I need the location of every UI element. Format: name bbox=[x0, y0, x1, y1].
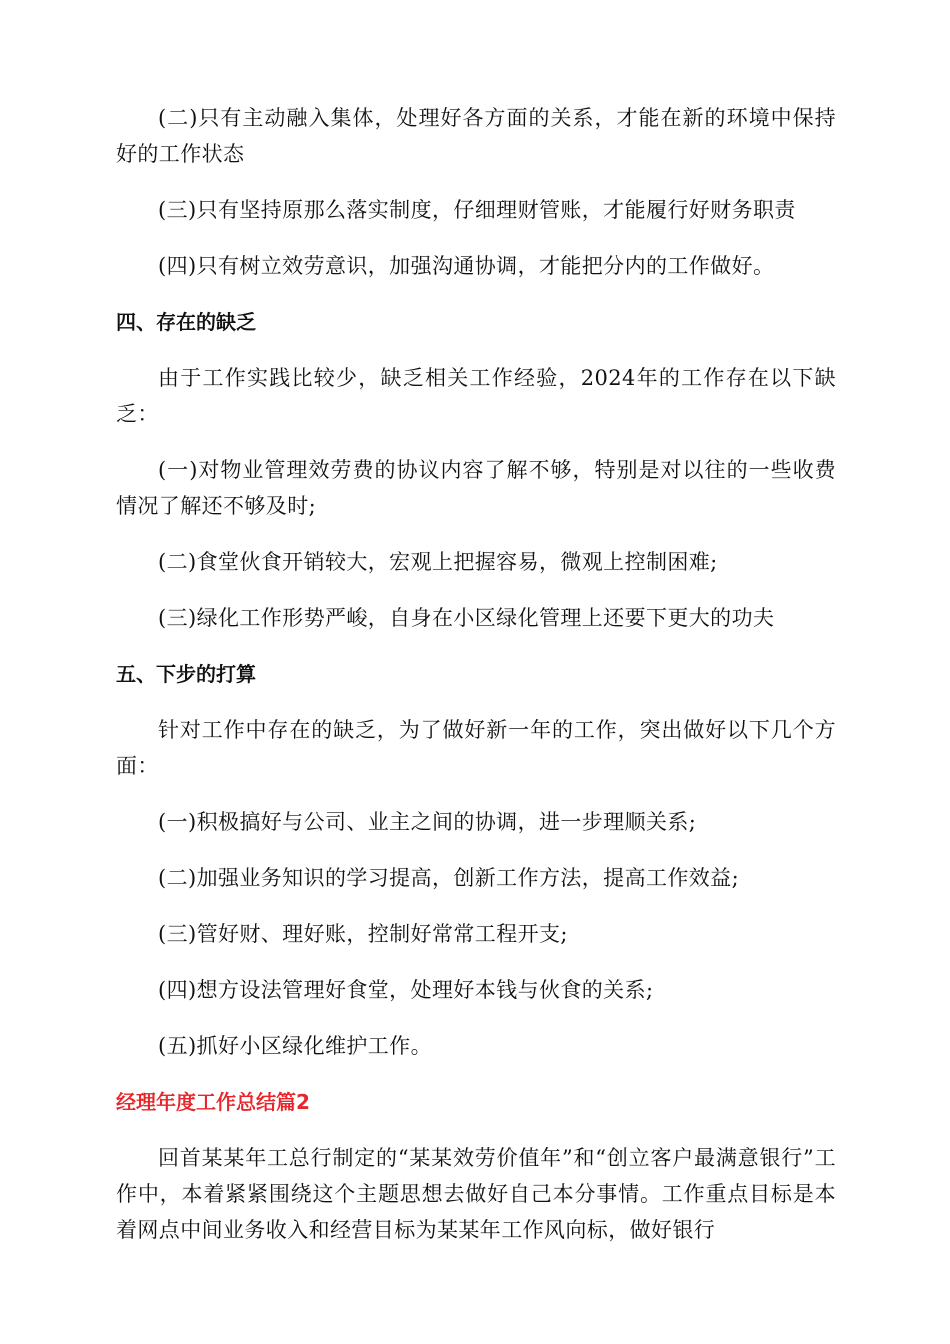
document-page bbox=[116, 100, 836, 1248]
shortcoming-item-1: (一)对物业管理效劳费的协议内容了解不够，特别是对以往的一些收费情况了解还不够及时; bbox=[116, 458, 836, 518]
plan-item-2: (二)加强业务知识的学习提高，创新工作方法，提高工作效益; bbox=[158, 866, 740, 890]
section-heading-next-plans: 五、下步的打算 bbox=[116, 662, 256, 686]
plan-item-3: (三)管好财、理好账，控制好常常工程开支; bbox=[158, 922, 568, 946]
article-title: 经理年度工作总结篇2 bbox=[116, 1090, 310, 1114]
section-heading-shortcomings: 四、存在的缺乏 bbox=[116, 310, 256, 334]
paragraph-item-3: (三)只有坚持原那么落实制度，仔细理财管账，才能履行好财务职责 bbox=[158, 198, 796, 222]
paragraph-item-2: (二)只有主动融入集体，处理好各方面的关系，才能在新的环境中保持好的工作状态 bbox=[116, 106, 836, 166]
plan-item-4: (四)想方设法管理好食堂，处理好本钱与伙食的关系; bbox=[158, 978, 654, 1002]
paragraph-item-4: (四)只有树立效劳意识，加强沟通协调，才能把分内的工作做好。 bbox=[158, 254, 775, 278]
next-plans-intro: 针对工作中存在的缺乏，为了做好新一年的工作，突出做好以下几个方面： bbox=[116, 718, 836, 778]
plan-item-1: (一)积极搞好与公司、业主之间的协调，进一步理顺关系; bbox=[158, 810, 697, 834]
shortcomings-intro: 由于工作实践比较少，缺乏相关工作经验，2024年的工作存在以下缺乏： bbox=[116, 366, 836, 426]
plan-item-5: (五)抓好小区绿化维护工作。 bbox=[158, 1034, 432, 1058]
article-body-paragraph: 回首某某年工总行制定的“某某效劳价值年”和“创立客户最满意银行”工作中，本着紧紧围绕这个主题思想去做好自己本分事情。工作重点目标是本着网点中间业务收入和经营目标为某某年工作风向标，做好银行 bbox=[116, 1146, 836, 1242]
shortcoming-item-2: (二)食堂伙食开销较大，宏观上把握容易，微观上控制困难; bbox=[158, 550, 718, 574]
shortcoming-item-3: (三)绿化工作形势严峻，自身在小区绿化管理上还要下更大的功夫 bbox=[158, 606, 775, 630]
